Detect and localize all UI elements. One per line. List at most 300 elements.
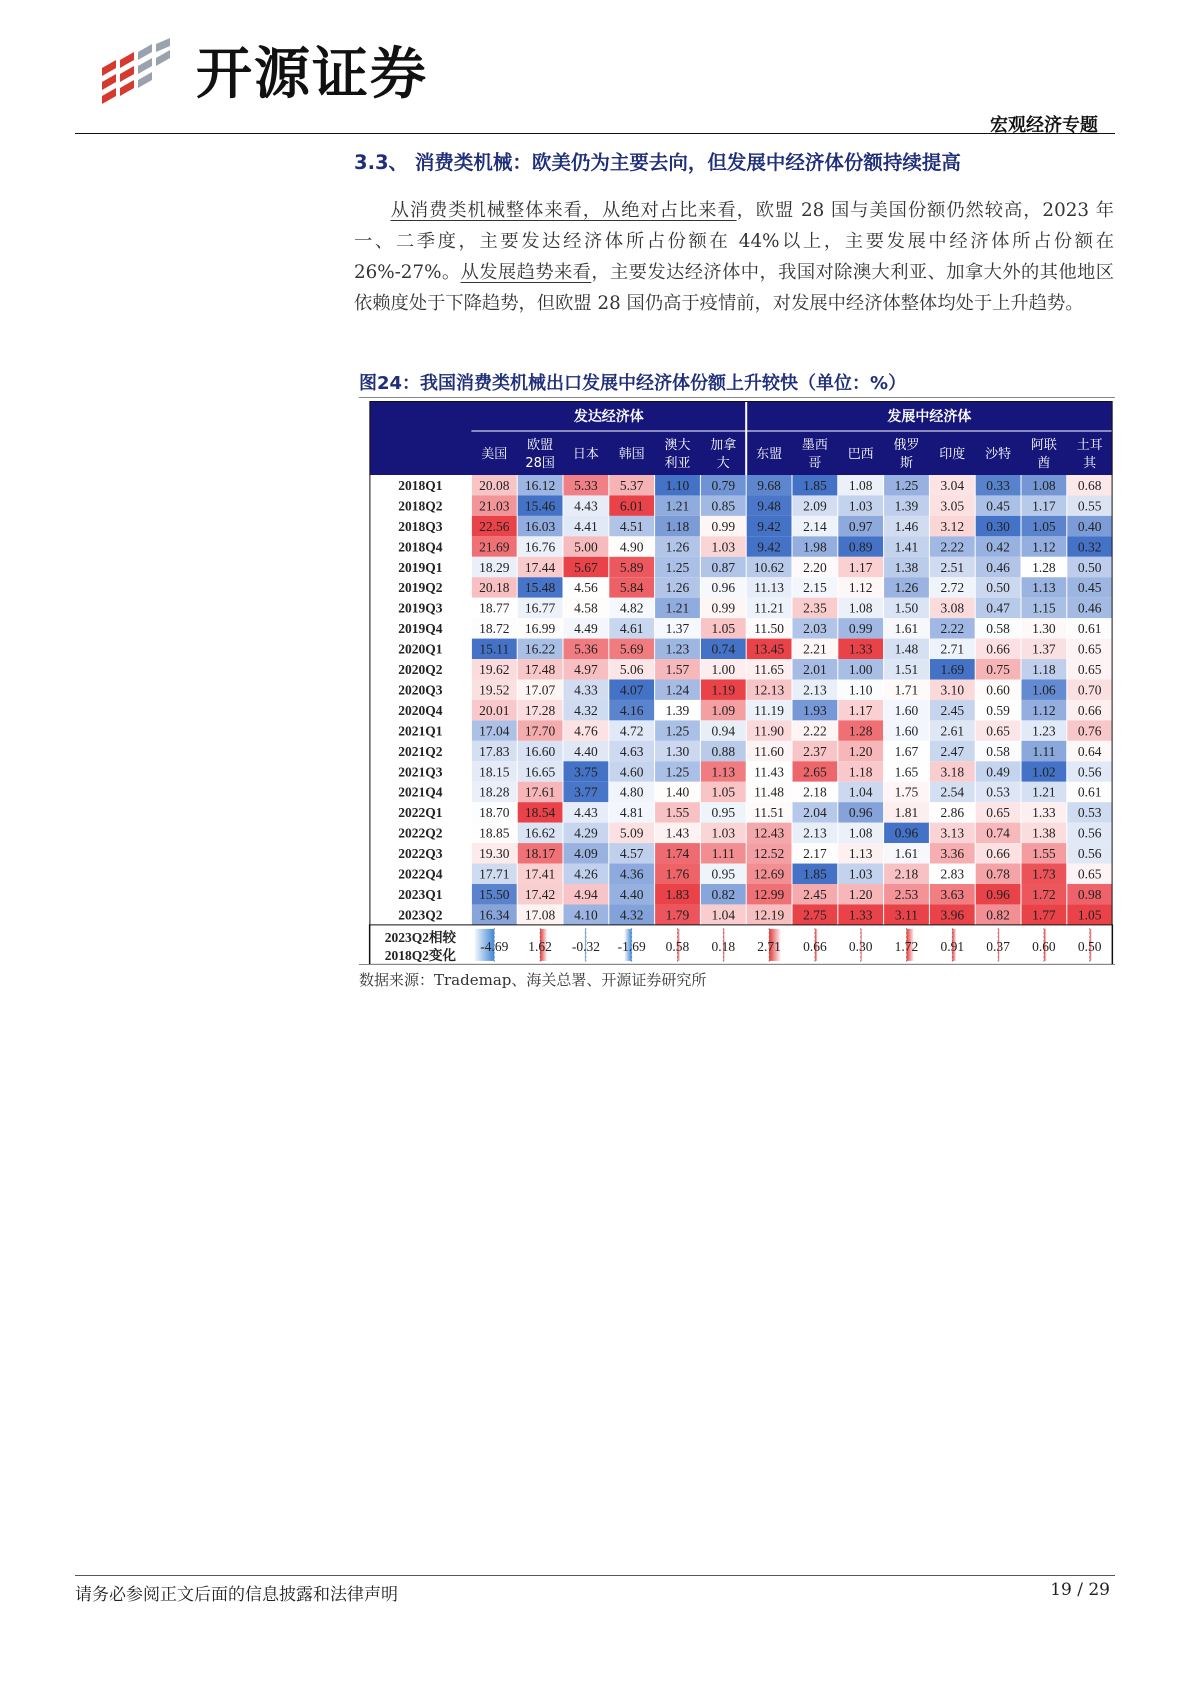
cell-value: 1.37 — [1032, 641, 1056, 657]
cell-value: 0.50 — [1077, 559, 1102, 575]
cell-value: 2.53 — [894, 886, 919, 902]
change-value: -1.69 — [617, 938, 646, 954]
cell-value: 1.41 — [894, 539, 919, 555]
cell-value: 0.68 — [1077, 477, 1102, 493]
cell-value: 4.10 — [574, 907, 598, 923]
change-value: 0.50 — [1077, 938, 1102, 954]
cell-value: 1.08 — [848, 600, 873, 616]
figure-caption: 图24：我国消费类机械出口发展中经济体份额上升较快（单位：%） — [359, 373, 907, 394]
figure-rule — [359, 397, 1115, 398]
cell-value: 6.01 — [619, 498, 644, 514]
cell-value: 1.55 — [665, 805, 690, 821]
cell-value: 1.61 — [894, 846, 919, 862]
cell-value: 0.56 — [1077, 846, 1102, 862]
cell-value: 4.36 — [619, 866, 644, 882]
cell-value: 0.61 — [1077, 621, 1102, 637]
cell-value: 11.65 — [754, 662, 785, 678]
cell-value: 0.74 — [986, 825, 1010, 841]
cell-value: 0.99 — [711, 518, 736, 534]
cell-value: 3.12 — [940, 518, 965, 534]
cell-value: 1.13 — [848, 846, 873, 862]
cell-value: 21.69 — [479, 539, 510, 555]
cell-value: 1.11 — [711, 846, 735, 862]
cell-value: 11.48 — [754, 784, 785, 800]
cell-value: 10.62 — [753, 559, 785, 575]
cell-value: 1.18 — [1032, 662, 1056, 678]
cell-value: 0.74 — [711, 641, 736, 657]
cell-value: 16.03 — [524, 518, 556, 534]
cell-value: 1.26 — [665, 580, 690, 596]
change-value: 1.72 — [894, 938, 919, 954]
row-label: 2018Q3 — [398, 518, 443, 534]
cell-value: 4.32 — [574, 702, 598, 718]
cell-value: 3.13 — [940, 825, 965, 841]
row-label: 2020Q3 — [398, 682, 443, 698]
cell-value: 1.08 — [1032, 477, 1056, 493]
cell-value: 2.18 — [894, 866, 919, 882]
cell-value: 0.79 — [711, 477, 736, 493]
cell-value: 1.12 — [1032, 702, 1056, 718]
cell-value: 19.52 — [479, 682, 510, 698]
cell-value: 0.56 — [1077, 825, 1102, 841]
cell-value: 16.34 — [479, 907, 510, 923]
cell-value: 1.33 — [848, 641, 873, 657]
cell-value: 0.58 — [986, 621, 1010, 637]
column-header: 美国 — [481, 446, 508, 462]
cell-value: 4.72 — [619, 723, 644, 739]
row-label: 2022Q3 — [398, 846, 443, 862]
cell-value: 0.65 — [1077, 866, 1102, 882]
cell-value: 11.51 — [754, 805, 785, 821]
cell-value: 3.36 — [940, 846, 965, 862]
cell-value: 1.73 — [1032, 866, 1056, 882]
row-label: 2018Q4 — [398, 539, 443, 555]
cell-value: 1.10 — [665, 477, 690, 493]
cell-value: 0.60 — [986, 682, 1010, 698]
cell-value: 11.50 — [754, 621, 785, 637]
cell-value: 5.00 — [574, 539, 598, 555]
cell-value: 1.48 — [894, 641, 919, 657]
cell-value: 0.66 — [1077, 702, 1102, 718]
cell-value: 1.50 — [894, 600, 919, 616]
cell-value: 1.21 — [1032, 784, 1056, 800]
cell-value: 1.05 — [1077, 907, 1102, 923]
column-header: 日本 — [572, 446, 599, 462]
cell-value: 16.99 — [524, 621, 556, 637]
cell-value: 1.33 — [1032, 805, 1056, 821]
cell-value: 5.36 — [574, 641, 598, 657]
cell-value: 5.89 — [619, 559, 644, 575]
cell-value: 1.13 — [1032, 580, 1056, 596]
cell-value: 0.95 — [711, 805, 736, 821]
cell-value: 0.30 — [986, 518, 1010, 534]
cell-value: 1.85 — [803, 477, 827, 493]
row-label: 2021Q1 — [398, 723, 443, 739]
change-value: 0.18 — [711, 938, 736, 954]
cell-value: 1.03 — [848, 866, 873, 882]
column-header: 其 — [1083, 455, 1097, 471]
source-rule — [359, 964, 1115, 965]
cell-value: 2.65 — [803, 764, 827, 780]
cell-value: 0.45 — [986, 498, 1010, 514]
cell-value: 4.16 — [619, 702, 644, 718]
cell-value: 5.09 — [619, 825, 644, 841]
cell-value: 1.00 — [711, 662, 736, 678]
cell-value: 2.15 — [803, 580, 827, 596]
cell-value: 1.83 — [665, 886, 690, 902]
cell-value: 0.75 — [986, 662, 1010, 678]
cell-value: 1.04 — [848, 784, 873, 800]
cell-value: 0.61 — [1077, 784, 1102, 800]
cell-value: 5.67 — [574, 559, 598, 575]
cell-value: 1.30 — [1032, 621, 1056, 637]
cell-value: 2.17 — [803, 846, 827, 862]
column-header: 利亚 — [664, 455, 691, 471]
cell-value: 0.46 — [986, 559, 1010, 575]
cell-value: 1.85 — [803, 866, 827, 882]
cell-value: 1.23 — [1032, 723, 1056, 739]
cell-value: 18.54 — [524, 805, 556, 821]
cell-value: 19.30 — [479, 846, 510, 862]
cell-value: 4.51 — [619, 518, 644, 534]
cell-value: 2.45 — [803, 886, 827, 902]
cell-value: 1.81 — [894, 805, 919, 821]
cell-value: 2.20 — [803, 559, 827, 575]
cell-value: 11.13 — [754, 580, 785, 596]
change-value: 0.30 — [848, 938, 873, 954]
section-title: 3.3、 消费类机械：欧美仍为主要去向，但发展中经济体份额持续提高 — [354, 151, 961, 174]
cell-value: 17.44 — [524, 559, 556, 575]
cell-value: 2.21 — [803, 641, 827, 657]
column-header: 阿联 — [1030, 437, 1057, 453]
cell-value: 3.96 — [940, 907, 965, 923]
cell-value: 0.64 — [1077, 743, 1102, 759]
cell-value: 4.81 — [619, 805, 644, 821]
cell-value: 17.83 — [479, 743, 510, 759]
cell-value: 0.82 — [711, 886, 736, 902]
cell-value: 0.55 — [1077, 498, 1102, 514]
cell-value: 16.65 — [524, 764, 556, 780]
cell-value: 4.57 — [619, 846, 644, 862]
cell-value: 3.10 — [940, 682, 965, 698]
cell-value: 4.49 — [574, 621, 598, 637]
cell-value: 4.61 — [619, 621, 644, 637]
cell-value: 2.09 — [803, 498, 827, 514]
cell-value: 5.33 — [574, 477, 598, 493]
cell-value: 1.13 — [711, 764, 736, 780]
cell-value: 2.83 — [940, 866, 965, 882]
cell-value: 1.79 — [665, 907, 690, 923]
cell-value: 0.96 — [711, 580, 736, 596]
header-rule — [75, 133, 1115, 134]
cell-value: 1.18 — [665, 518, 690, 534]
cell-value: 1.93 — [803, 702, 827, 718]
cell-value: 12.52 — [753, 846, 785, 862]
cell-value: 2.18 — [803, 784, 827, 800]
cell-value: 1.28 — [848, 723, 873, 739]
change-label: 2018Q2变化 — [384, 947, 456, 963]
cell-value: 17.41 — [524, 866, 556, 882]
cell-value: 1.12 — [848, 580, 873, 596]
cell-value: 3.04 — [940, 477, 965, 493]
column-header: 哥 — [808, 455, 822, 471]
cell-value: 11.60 — [754, 743, 785, 759]
cell-value: 1.20 — [848, 743, 873, 759]
cell-value: 0.65 — [1077, 641, 1102, 657]
row-label: 2021Q3 — [398, 764, 443, 780]
cell-value: 3.77 — [574, 784, 598, 800]
cell-value: 2.22 — [940, 539, 965, 555]
cell-value: 0.46 — [1077, 600, 1102, 616]
cell-value: 1.25 — [665, 723, 690, 739]
cell-value: 18.15 — [479, 764, 510, 780]
cell-value: 4.76 — [574, 723, 598, 739]
cell-value: 0.50 — [986, 580, 1010, 596]
cell-value: 11.19 — [754, 702, 785, 718]
cell-value: 0.96 — [894, 825, 919, 841]
cell-value: 0.70 — [1077, 682, 1102, 698]
change-value: 0.66 — [803, 938, 827, 954]
cell-value: 0.94 — [711, 723, 736, 739]
cell-value: 16.62 — [524, 825, 556, 841]
cell-value: 2.86 — [940, 805, 965, 821]
cell-value: 1.19 — [711, 682, 736, 698]
cell-value: 1.77 — [1032, 907, 1056, 923]
cell-value: 17.70 — [524, 723, 556, 739]
cell-value: 5.84 — [619, 580, 644, 596]
cell-value: 1.65 — [894, 764, 919, 780]
cell-value: 0.87 — [711, 559, 736, 575]
cell-value: 1.05 — [711, 784, 736, 800]
cell-value: 15.50 — [479, 886, 510, 902]
cell-value: 4.56 — [574, 580, 598, 596]
cell-value: 1.74 — [665, 846, 690, 862]
cell-value: 1.20 — [848, 886, 873, 902]
cell-value: 1.28 — [1032, 559, 1056, 575]
cell-value: 16.60 — [524, 743, 556, 759]
cell-value: 1.30 — [665, 743, 690, 759]
cell-value: 18.29 — [479, 559, 510, 575]
underlined-phrase-1: 从消费类机械整体来看，从绝对占比来看 — [390, 200, 737, 221]
column-header: 俄罗 — [893, 437, 920, 453]
cell-value: 1.60 — [894, 702, 919, 718]
cell-value: 2.03 — [803, 621, 827, 637]
cell-value: 9.68 — [757, 477, 781, 493]
brand-name: 开源证券 — [196, 42, 428, 107]
column-header: 印度 — [939, 446, 966, 462]
cell-value: 4.09 — [574, 846, 598, 862]
cell-value: 1.15 — [1032, 600, 1056, 616]
cell-value: 20.08 — [479, 477, 510, 493]
row-label: 2019Q1 — [398, 559, 443, 575]
column-header: 斯 — [900, 455, 913, 471]
cell-value: 1.25 — [894, 477, 919, 493]
cell-value: 3.75 — [574, 764, 598, 780]
row-label: 2018Q2 — [398, 498, 443, 514]
cell-value: 4.94 — [574, 886, 598, 902]
cell-value: 0.53 — [986, 784, 1010, 800]
change-value: 2.71 — [757, 938, 781, 954]
cell-value: 2.54 — [940, 784, 965, 800]
cell-value: 0.65 — [1077, 662, 1102, 678]
change-value: 0.91 — [940, 938, 965, 954]
row-label: 2021Q2 — [398, 743, 443, 759]
cell-value: 20.18 — [479, 580, 510, 596]
change-value: 1.62 — [528, 938, 552, 954]
cell-value: 1.24 — [665, 682, 690, 698]
cell-value: 1.75 — [894, 784, 919, 800]
cell-value: 2.45 — [940, 702, 965, 718]
cell-value: 1.18 — [848, 764, 873, 780]
cell-value: 4.26 — [574, 866, 598, 882]
cell-value: 0.58 — [986, 743, 1010, 759]
page-number: 19 / 29 — [1050, 1580, 1110, 1600]
cell-value: 4.41 — [574, 518, 598, 534]
cell-value: 18.72 — [479, 621, 510, 637]
cell-value: 4.07 — [619, 682, 644, 698]
cell-value: 4.33 — [574, 682, 598, 698]
row-label: 2023Q2 — [398, 907, 443, 923]
change-label: 2023Q2相较 — [384, 929, 456, 945]
row-label: 2019Q3 — [398, 600, 443, 616]
cell-value: 0.53 — [1077, 805, 1102, 821]
legal-disclaimer: 请务必参阅正文后面的信息披露和法律声明 — [75, 1585, 398, 1605]
cell-value: 0.96 — [986, 886, 1010, 902]
cell-value: 1.51 — [894, 662, 919, 678]
row-label: 2022Q4 — [398, 866, 443, 882]
change-value: -0.32 — [571, 938, 600, 954]
cell-value: 9.42 — [757, 539, 781, 555]
cell-value: 17.71 — [479, 866, 510, 882]
cell-value: 2.51 — [940, 559, 965, 575]
cell-value: 3.63 — [940, 886, 965, 902]
cell-value: 4.80 — [619, 784, 644, 800]
cell-value: 2.47 — [940, 743, 965, 759]
cell-value: 17.48 — [524, 662, 556, 678]
change-value: 0.58 — [665, 938, 690, 954]
cell-value: 2.72 — [940, 580, 965, 596]
cell-value: 12.43 — [753, 825, 785, 841]
cell-value: 0.47 — [986, 600, 1010, 616]
cell-value: 1.21 — [665, 498, 690, 514]
underlined-phrase-2: 从发展趋势来看 — [460, 262, 592, 283]
cell-value: 3.05 — [940, 498, 965, 514]
column-header: 28国 — [525, 455, 555, 471]
cell-value: 1.26 — [894, 580, 919, 596]
column-header: 加拿 — [710, 437, 737, 453]
cell-value: 1.76 — [665, 866, 690, 882]
cell-value: 2.22 — [803, 723, 827, 739]
cell-value: 1.72 — [1032, 886, 1056, 902]
cell-value: 0.85 — [711, 498, 736, 514]
cell-value: 16.22 — [524, 641, 556, 657]
row-label: 2020Q4 — [398, 702, 443, 718]
cell-value: 12.69 — [753, 866, 785, 882]
change-value: 0.37 — [986, 938, 1010, 954]
cell-value: 15.46 — [524, 498, 556, 514]
cell-value: 1.03 — [711, 539, 736, 555]
cell-value: 1.17 — [848, 702, 873, 718]
cell-value: 1.06 — [1032, 682, 1056, 698]
cell-value: 0.42 — [986, 539, 1010, 555]
body-paragraph — [354, 195, 1114, 319]
cell-value: 1.03 — [711, 825, 736, 841]
cell-value: 0.82 — [986, 907, 1010, 923]
cell-value: 17.08 — [524, 907, 556, 923]
cell-value: 0.33 — [986, 477, 1010, 493]
cell-value: 0.96 — [848, 805, 873, 821]
cell-value: 2.61 — [940, 723, 965, 739]
cell-value: 1.40 — [665, 784, 690, 800]
cell-value: 0.49 — [986, 764, 1010, 780]
cell-value: 5.37 — [619, 477, 644, 493]
cell-value: 2.04 — [803, 805, 827, 821]
cell-value: 3.08 — [940, 600, 965, 616]
cell-value: 0.45 — [1077, 580, 1102, 596]
cell-value: 0.56 — [1077, 764, 1102, 780]
kaiyuan-logo-icon — [96, 38, 186, 110]
cell-value: 19.62 — [479, 662, 510, 678]
cell-value: 18.17 — [524, 846, 556, 862]
cell-value: 18.28 — [479, 784, 510, 800]
cell-value: 1.02 — [1032, 764, 1056, 780]
column-header: 韩国 — [618, 446, 645, 462]
cell-value: 4.32 — [619, 907, 644, 923]
cell-value: 1.46 — [894, 518, 919, 534]
cell-value: 1.25 — [665, 764, 690, 780]
cell-value: 4.97 — [574, 662, 598, 678]
column-header: 酋 — [1037, 455, 1051, 471]
cell-value: 1.08 — [848, 825, 873, 841]
cell-value: 2.01 — [803, 662, 827, 678]
paragraph-text-2: ，主要发达经济体中，我国对除澳大利亚、加拿大外的其他地区依赖度处于下降趋势，但欧盟 28 国仍高于疫情前，对发展中经济体整体均处于上升趋势。 — [354, 262, 1115, 314]
cell-value: 15.48 — [524, 580, 556, 596]
cell-value: 1.38 — [894, 559, 919, 575]
cell-value: 1.05 — [711, 621, 736, 637]
cell-value: 16.12 — [524, 477, 556, 493]
column-header: 沙特 — [985, 446, 1012, 462]
cell-value: 1.39 — [665, 702, 690, 718]
row-label: 2019Q2 — [398, 580, 443, 596]
cell-value: 1.23 — [665, 641, 690, 657]
cell-value: 1.39 — [894, 498, 919, 514]
cell-value: 1.71 — [894, 682, 919, 698]
cell-value: 12.13 — [753, 682, 785, 698]
cell-value: 1.37 — [665, 621, 690, 637]
cell-value: 17.07 — [524, 682, 556, 698]
cell-value: 1.43 — [665, 825, 690, 841]
cell-value: 13.45 — [753, 641, 785, 657]
cell-value: 22.56 — [479, 518, 510, 534]
column-header: 土耳 — [1076, 437, 1103, 453]
paragraph-text-1: ，欧盟 28 国与美国份额仍然较高，2023 年一、二季度，主要发达经济体所占份额在 44%以上，主要发展中经济体所占份额在 26%-27%。 — [354, 200, 1114, 283]
cell-value: 4.40 — [619, 886, 644, 902]
cell-value: 4.63 — [619, 743, 644, 759]
cell-value: 1.04 — [711, 907, 736, 923]
cell-value: 0.66 — [986, 641, 1010, 657]
cell-value: 0.95 — [711, 866, 736, 882]
cell-value: 1.17 — [1032, 498, 1056, 514]
cell-value: 1.09 — [711, 702, 736, 718]
cell-value: 1.21 — [665, 600, 690, 616]
column-header: 巴西 — [847, 446, 874, 462]
change-value: 0.60 — [1032, 938, 1056, 954]
group-header-0: 发达经济体 — [573, 408, 644, 425]
cell-value: 4.43 — [574, 805, 598, 821]
cell-value: 16.77 — [524, 600, 556, 616]
cell-value: 0.99 — [848, 621, 873, 637]
cell-value: 4.43 — [574, 498, 598, 514]
